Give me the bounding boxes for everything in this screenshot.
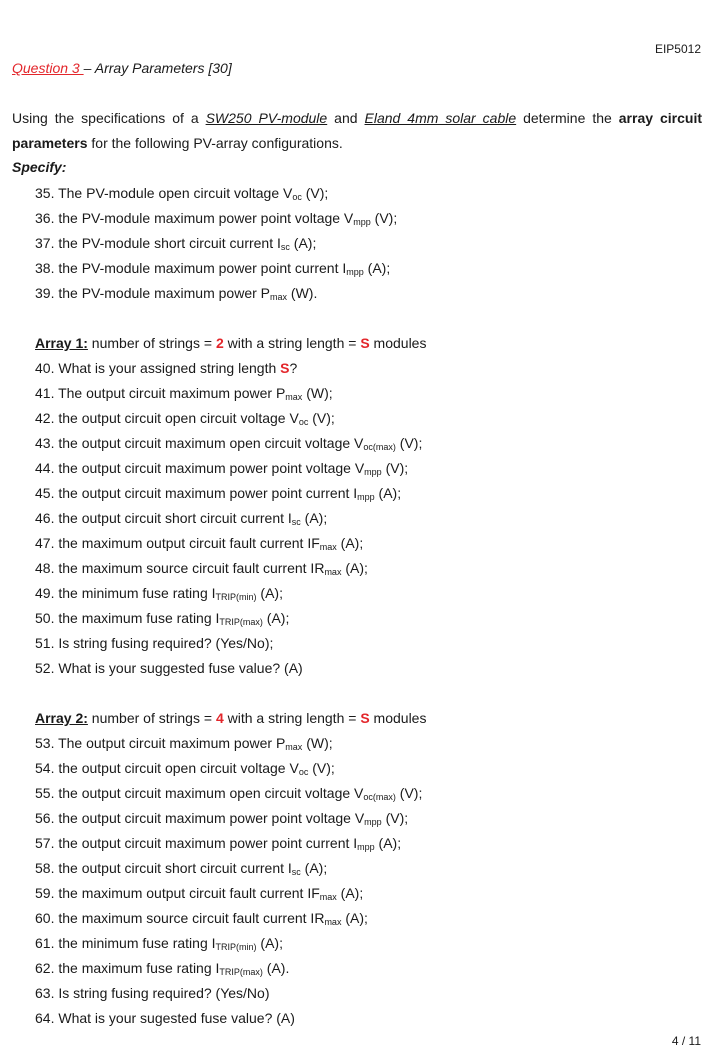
list-item: 55. the output circuit maximum open circuit voltage $V_{oc(max)}$ (V);: [35, 785, 423, 802]
list-item: 48. the maximum source circuit fault current $IR_{max}$ (A);: [35, 560, 368, 577]
list-item: 47. the maximum output circuit fault current $IF_{max}$ (A);: [35, 535, 364, 552]
list-item: 54. the output circuit open circuit voltage $V_{oc}$ (V);: [35, 760, 335, 777]
array2-heading: Array 2: number of strings = 4 with a string length = S modules: [35, 710, 427, 726]
list-item: 51. Is string fusing required? (Yes/No);: [35, 635, 274, 651]
list-item: 39. the PV-module maximum power $P_{max}$ (W).: [35, 285, 318, 302]
list-item: 50. the maximum fuse rating $I_{TRIP(max)}$ (A);: [35, 610, 290, 627]
list-item: 49. the minimum fuse rating $I_{TRIP(min)}$ (A);: [35, 585, 283, 602]
list-item: 59. the maximum output circuit fault current $IF_{max}$ (A);: [35, 885, 364, 902]
list-item: 43. the output circuit maximum open circuit voltage $V_{oc(max)}$ (V);: [35, 435, 423, 452]
array-circuit-parameters: array circuit parameters: [12, 110, 702, 151]
list-item: 44. the output circuit maximum power point voltage $V_{mpp}$ (V);: [35, 460, 409, 477]
question-title-rest: – Array Parameters [30]: [83, 60, 232, 76]
specify-heading: Specify:: [12, 159, 67, 175]
cable-name: Eland 4mm solar cable: [364, 110, 517, 126]
array2-section: [35, 706, 426, 1031]
list-item: 46. the output circuit short circuit current $I_{sc}$ (A);: [35, 510, 328, 527]
intro-text: determine the: [516, 110, 619, 126]
list-item: 61. the minimum fuse rating $I_{TRIP(min)}$ (A);: [35, 935, 283, 952]
list-item: 42. the output circuit open circuit voltage $V_{oc}$ (V);: [35, 410, 335, 427]
module-question-list: [35, 181, 397, 306]
list-item: 40. What is your assigned string length S?: [35, 360, 298, 376]
list-item: 60. the maximum source circuit fault current $IR_{max}$ (A);: [35, 910, 368, 927]
list-item: 38. the PV-module maximum power point current $I_{mpp}$ (A);: [35, 260, 391, 277]
list-item: 58. the output circuit short circuit current $I_{sc}$ (A);: [35, 860, 328, 877]
intro-text: and: [327, 110, 365, 126]
array1-section: [35, 331, 426, 681]
list-item: 45. the output circuit maximum power point current $I_{mpp}$ (A);: [35, 485, 402, 502]
list-item: 41. The output circuit maximum power $P_{max}$ (W);: [35, 385, 333, 402]
intro-paragraph: [12, 106, 702, 156]
question-label: Question 3: [12, 60, 84, 76]
list-item: 37. the PV-module short circuit current $I_{sc}$ (A);: [35, 235, 317, 252]
document-code: EIP5012: [654, 42, 701, 56]
array1-heading: Array 1: number of strings = 2 with a string length = S modules: [35, 335, 427, 351]
list-item: 62. the maximum fuse rating $I_{TRIP(max)}$ (A).: [35, 960, 290, 977]
intro-text: for the following PV-array configurations.: [87, 135, 343, 151]
list-item: 64. What is your sugested fuse value? (A): [35, 1010, 295, 1026]
list-item: 52. What is your suggested fuse value? (A): [35, 660, 303, 676]
list-item: 56. the output circuit maximum power point voltage $V_{mpp}$ (V);: [35, 810, 409, 827]
list-item: 36. the PV-module maximum power point voltage $V_{mpp}$ (V);: [35, 210, 398, 227]
list-item: 57. the output circuit maximum power point current $I_{mpp}$ (A);: [35, 835, 402, 852]
list-item: 63. Is string fusing required? (Yes/No): [35, 985, 270, 1001]
module-name: SW250 PV-module: [205, 110, 328, 126]
intro-text: Using the specifications of a: [12, 110, 206, 126]
list-item: 35. The PV-module open circuit voltage $V_{oc}$ (V);: [35, 185, 329, 202]
question-title: [12, 60, 232, 76]
page-number: 4 / 11: [671, 1034, 701, 1048]
list-item: 53. The output circuit maximum power $P_{max}$ (W);: [35, 735, 333, 752]
